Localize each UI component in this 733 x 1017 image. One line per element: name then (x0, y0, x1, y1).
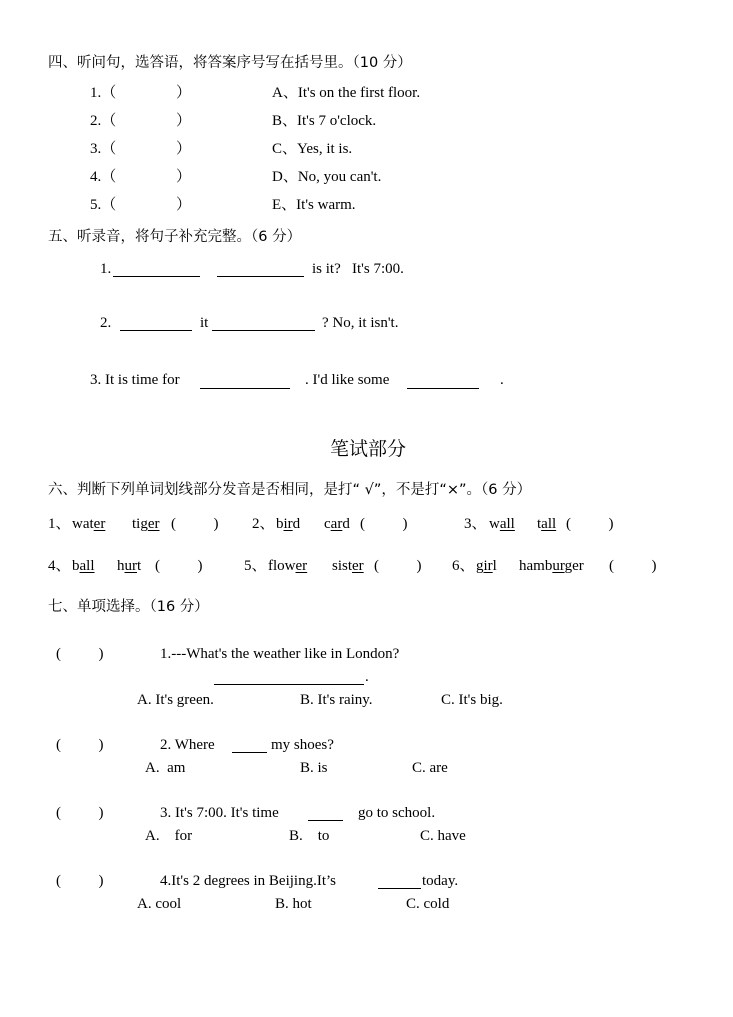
item-number: 4、 (48, 558, 71, 574)
option-c: C. have (420, 828, 466, 844)
word: tiger (132, 516, 160, 532)
word: hamburger (519, 558, 584, 574)
answer-blank[interactable] (214, 684, 364, 685)
answer-paren[interactable]: ( ) (374, 558, 422, 574)
word: wall (489, 516, 515, 532)
answer-blank[interactable] (212, 330, 315, 331)
option-b: B. It's rainy. (300, 692, 373, 708)
word: bird (276, 516, 301, 532)
question-end: my shoes? (271, 737, 334, 753)
item-paren-close: ） (176, 113, 192, 129)
item-number: 6、 (452, 558, 475, 574)
question-text: 3. It's 7:00. It's time (160, 805, 279, 821)
answer-paren[interactable]: ( ) (171, 516, 219, 532)
item-number: 5.（ (90, 197, 117, 213)
answer-option: E、It's warm. (272, 197, 356, 213)
q2-text: ? No, it isn't. (322, 315, 399, 331)
option-b: B. is (300, 760, 328, 776)
item-paren-close: ） (176, 197, 192, 213)
answer-blank[interactable] (378, 888, 421, 889)
section5-heading: 五、听录音，将句子补充完整。（6 分） (48, 229, 302, 245)
item-number: 3.（ (90, 141, 117, 157)
q3-end: . (500, 372, 504, 388)
option-c: C. are (412, 760, 448, 776)
q3-mid: . I'd like some (305, 372, 390, 388)
answer-paren[interactable]: ( ) (56, 805, 104, 821)
option-b: B. hot (275, 896, 312, 912)
answer-option: A、It's on the first floor. (272, 85, 421, 101)
question-text: 1.---What's the weather like in London? (160, 646, 400, 662)
answer-option: B、It's 7 o'clock. (272, 113, 377, 129)
q1-number: 1. (100, 261, 112, 277)
question-text: 4.It's 2 degrees in Beijing.It’s (160, 873, 337, 889)
q1-text: is it? It's 7:00. (312, 261, 404, 277)
question-end: today. (422, 873, 459, 889)
item-paren-close: ） (176, 85, 192, 101)
answer-blank[interactable] (232, 752, 267, 753)
answer-paren[interactable]: ( ) (56, 873, 104, 889)
item-number: 2.（ (90, 113, 117, 129)
answer-blank[interactable] (308, 820, 343, 821)
option-c: C. cold (406, 896, 450, 912)
answer-paren[interactable]: ( ) (56, 646, 104, 662)
answer-paren[interactable]: ( ) (609, 558, 657, 574)
section6-heading: 六、判断下列单词划线部分发音是否相同，是打“ √”，不是打“×”。（6 分） (48, 482, 532, 498)
answer-blank[interactable] (120, 330, 192, 331)
word: ball (72, 558, 95, 574)
answer-blank[interactable] (113, 276, 200, 277)
option-c: C. It's big. (441, 692, 503, 708)
item-number: 3、 (464, 516, 487, 532)
answer-option: C、Yes, it is. (272, 141, 353, 157)
answer-paren[interactable]: ( ) (566, 516, 614, 532)
q3-number: 3. It is time for (90, 372, 180, 388)
item-paren-close: ） (176, 141, 192, 157)
page-title: 笔试部分 (330, 438, 407, 460)
item-paren-close: ） (176, 169, 192, 185)
option-a: A. It's green. (137, 692, 214, 708)
section7-heading: 七、单项选择。（16 分） (48, 599, 209, 615)
answer-paren[interactable]: ( ) (360, 516, 408, 532)
section4-heading: 四、听问句，选答语，将答案序号写在括号里。（10 分） (48, 55, 412, 71)
q2-mid: it (200, 315, 209, 331)
answer-blank[interactable] (217, 276, 304, 277)
answer-paren[interactable]: ( ) (155, 558, 203, 574)
item-number: 2、 (252, 516, 275, 532)
option-a: A. am (145, 760, 186, 776)
answer-blank[interactable] (407, 388, 479, 389)
word: water (72, 516, 106, 532)
option-a: A. for (145, 828, 193, 844)
option-a: A. cool (137, 896, 182, 912)
answer-option: D、No, you can't. (272, 169, 382, 185)
answer-blank[interactable] (200, 388, 290, 389)
word: hurt (117, 558, 142, 574)
word: flower (268, 558, 308, 574)
item-number: 1、 (48, 516, 71, 532)
item-number: 1.（ (90, 85, 117, 101)
item-number: 4.（ (90, 169, 117, 185)
word: tall (537, 516, 557, 532)
question-text: 2. Where (160, 737, 215, 753)
item-number: 5、 (244, 558, 267, 574)
word: girl (476, 558, 497, 574)
word: card (324, 516, 350, 532)
option-b: B. to (289, 828, 330, 844)
word: sister (332, 558, 364, 574)
question-end: go to school. (358, 805, 436, 821)
answer-paren[interactable]: ( ) (56, 737, 104, 753)
question-end: . (365, 669, 369, 685)
q2-number: 2. (100, 315, 112, 331)
